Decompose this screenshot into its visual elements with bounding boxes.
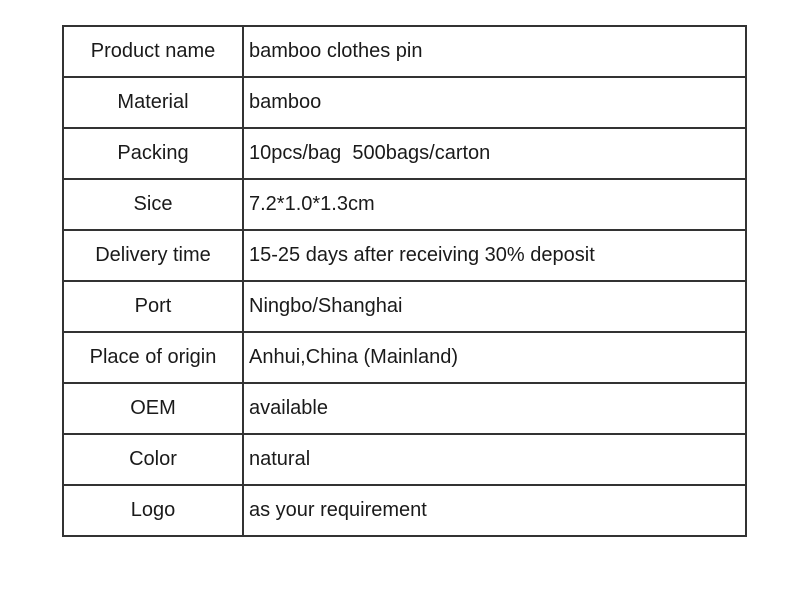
table-row: [63, 383, 746, 434]
spec-value-oem: available: [243, 383, 746, 434]
spec-value-sice: 7.2*1.0*1.3cm: [243, 179, 746, 230]
table-row: [63, 179, 746, 230]
spec-label-port: Port: [63, 281, 243, 332]
spec-value-material: bamboo: [243, 77, 746, 128]
spec-label-delivery-time: Delivery time: [63, 230, 243, 281]
table-row: [63, 77, 746, 128]
product-spec-table: [62, 25, 747, 537]
spec-value-place-of-origin: Anhui,China (Mainland): [243, 332, 746, 383]
spec-value-color: natural: [243, 434, 746, 485]
spec-label-place-of-origin: Place of origin: [63, 332, 243, 383]
table-row: [63, 281, 746, 332]
table-row: [63, 128, 746, 179]
spec-label-packing: Packing: [63, 128, 243, 179]
spec-label-color: Color: [63, 434, 243, 485]
table-row: [63, 230, 746, 281]
spec-value-delivery-time: 15-25 days after receiving 30% deposit: [243, 230, 746, 281]
table-row: [63, 485, 746, 536]
spec-value-logo: as your requirement: [243, 485, 746, 536]
spec-value-packing: 10pcs/bag 500bags/carton: [243, 128, 746, 179]
table-row: [63, 332, 746, 383]
spec-label-logo: Logo: [63, 485, 243, 536]
product-spec-table-body: [63, 26, 746, 536]
spec-value-port: Ningbo/Shanghai: [243, 281, 746, 332]
table-row: [63, 434, 746, 485]
spec-label-sice: Sice: [63, 179, 243, 230]
spec-value-product-name: bamboo clothes pin: [243, 26, 746, 77]
spec-label-product-name: Product name: [63, 26, 243, 77]
spec-label-material: Material: [63, 77, 243, 128]
table-row: [63, 26, 746, 77]
spec-label-oem: OEM: [63, 383, 243, 434]
